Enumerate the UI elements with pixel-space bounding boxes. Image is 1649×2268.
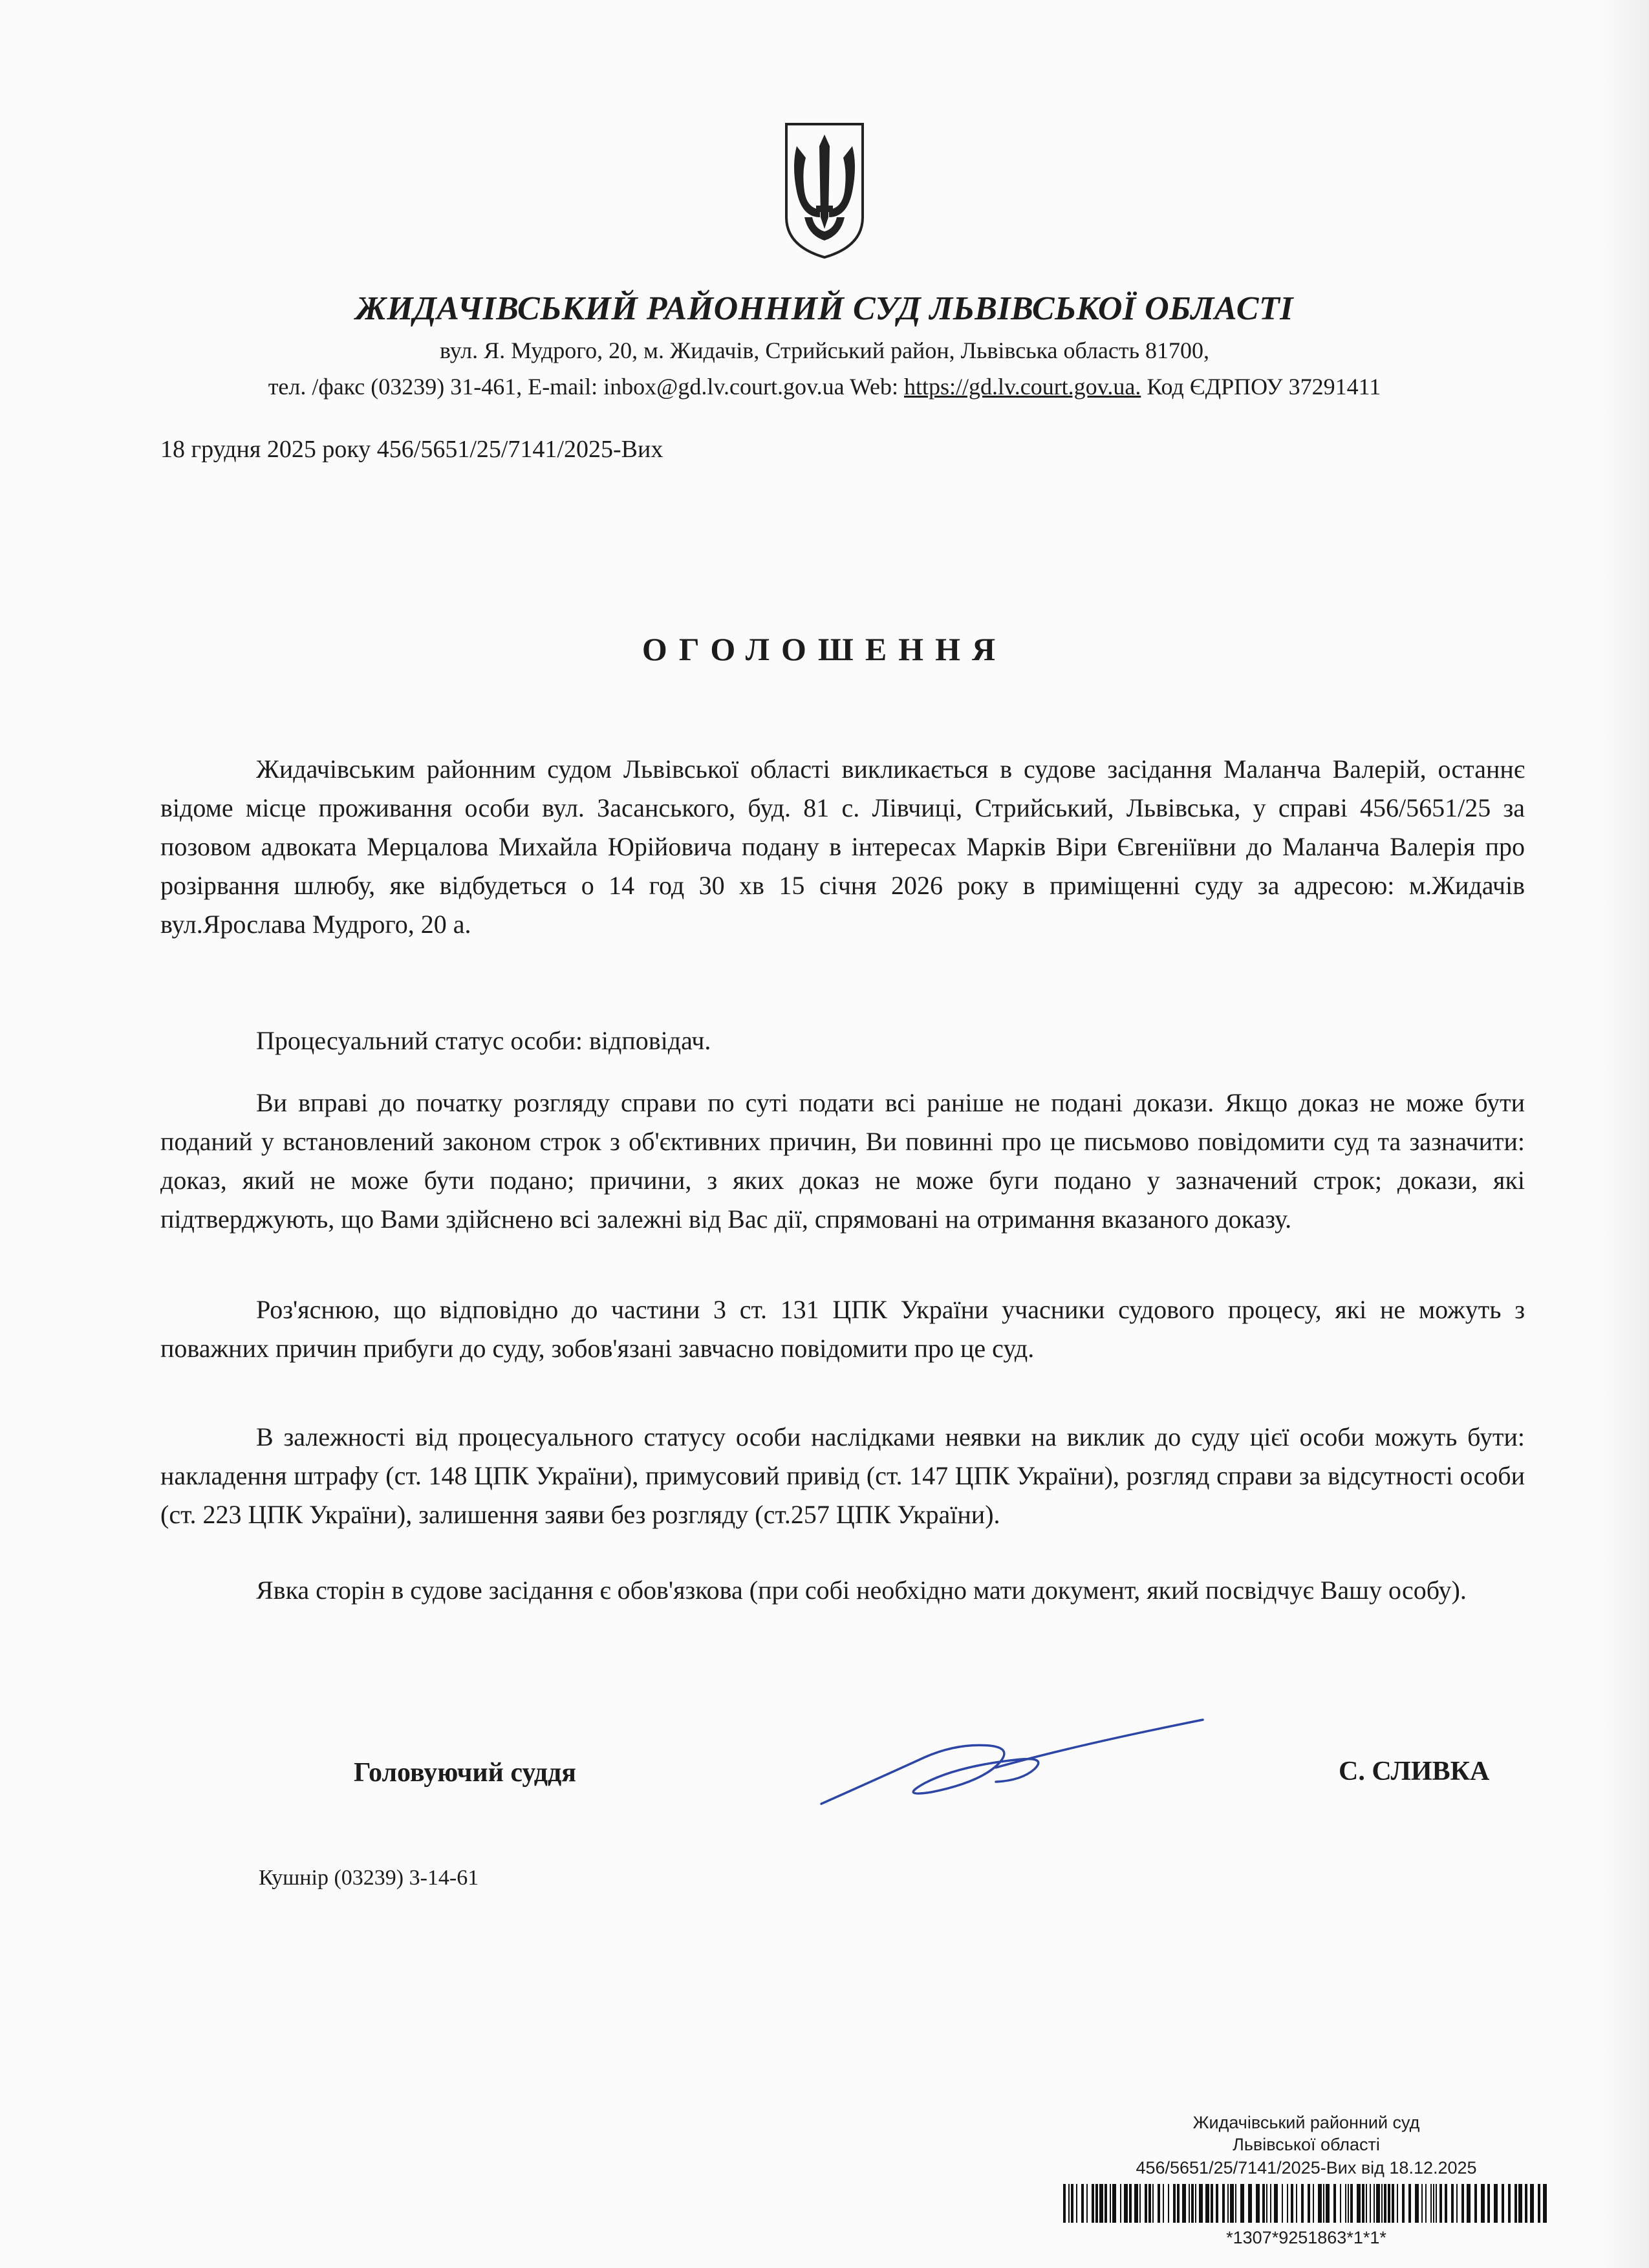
- barcode-bar: [1445, 2184, 1447, 2223]
- barcode-bar: [1274, 2184, 1278, 2223]
- barcode-bar: [1145, 2184, 1147, 2223]
- barcode-bar: [1095, 2184, 1098, 2223]
- barcode-bar: [1139, 2184, 1141, 2223]
- barcode-bar: [1230, 2184, 1234, 2223]
- registration-stamp-number: 456/5651/25/7141/2025-Вих від 18.12.2025: [1136, 2158, 1477, 2177]
- registration-stamp-court: Жидачівський районний суд: [1192, 2113, 1420, 2132]
- court-website-link[interactable]: https://gd.lv.court.gov.ua.: [904, 374, 1141, 400]
- barcode-bar: [1227, 2184, 1229, 2223]
- barcode-bar: [1514, 2184, 1517, 2223]
- barcode-bar: [1518, 2184, 1522, 2223]
- court-contacts: [0, 373, 1649, 400]
- court-title: ЖИДАЧІВСЬКИЙ РАЙОННИЙ СУД ЛЬВІВСЬКОЇ ОБЛАСТІ: [356, 290, 1293, 327]
- barcode-bar: [1370, 2184, 1371, 2223]
- barcode-bar: [1134, 2184, 1138, 2223]
- barcode-bar: [1124, 2184, 1128, 2223]
- barcode-bar: [1433, 2184, 1434, 2223]
- barcode-bar: [1425, 2184, 1427, 2223]
- barcode-bar: [1333, 2184, 1336, 2223]
- barcode-bar: [1388, 2184, 1390, 2223]
- barcode-bar: [1076, 2184, 1077, 2223]
- trident-coat-of-arms-icon: [782, 120, 867, 261]
- procedural-status-paragraph: Процесуальний статус особи: відповідач.: [256, 1026, 711, 1055]
- barcode-bar: [1120, 2184, 1121, 2223]
- contacts-prefix: тел. /факс (03239) 31-461, E-mail: inbox@gd.lv.court.gov.ua Web:: [268, 374, 905, 400]
- barcode-bar: [1270, 2184, 1271, 2223]
- notice-heading: ОГОЛОШЕННЯ: [641, 631, 1008, 667]
- barcode-bar: [1451, 2184, 1454, 2223]
- barcode-bar: [1502, 2184, 1504, 2223]
- barcode-bar: [1173, 2184, 1176, 2223]
- barcode-bar: [1348, 2184, 1349, 2223]
- barcode-bar: [1525, 2184, 1527, 2223]
- barcode-bar: [1256, 2184, 1260, 2223]
- barcode-bar: [1345, 2184, 1346, 2223]
- barcode-bar: [1402, 2184, 1405, 2223]
- barcode-code: *1307*9251863*1*1*: [1226, 2228, 1386, 2247]
- barcode-bar: [1105, 2184, 1107, 2223]
- barcode-bar: [1068, 2184, 1070, 2223]
- barcode-bar: [1350, 2184, 1353, 2223]
- barcode-bar: [1538, 2184, 1540, 2223]
- attendance-paragraph: Явка сторін в судове засідання є обов'язкова (при собі необхідно мати документ, який посвідчує Вашу особу).: [256, 1576, 1467, 1605]
- barcode-bar: [1323, 2184, 1324, 2223]
- explanation-paragraph: Роз'яснюю, що відповідно до частини 3 ст. 131 ЦПК України учасники судового процесу, які не можуть з поважних причин прибуги до суду, зобов'язані завчасно повідомити про це суд.: [160, 1295, 1525, 1363]
- barcode-bar: [1291, 2184, 1293, 2223]
- barcode-bar: [1461, 2184, 1464, 2223]
- barcode-bar: [1296, 2184, 1297, 2223]
- barcode-bar: [1248, 2184, 1252, 2223]
- barcode-bar: [1487, 2184, 1490, 2223]
- barcode-bar: [1081, 2184, 1084, 2223]
- barcode-bar: [1216, 2184, 1218, 2223]
- barcode-bar: [1430, 2184, 1432, 2223]
- barcode-bar: [1366, 2184, 1367, 2223]
- barcode-bar: [1235, 2184, 1236, 2223]
- barcode-bar: [1421, 2184, 1423, 2223]
- court-address: вул. Я. Мудрого, 20, м. Жидачів, Стрийський район, Львівська область 81700,: [439, 337, 1210, 363]
- barcode-bar: [1099, 2184, 1103, 2223]
- barcode-bar: [1543, 2184, 1547, 2223]
- barcode-bar: [1211, 2184, 1213, 2223]
- barcode-bar: [1474, 2184, 1477, 2223]
- judge-signature: [802, 1707, 1216, 1823]
- barcode-bar: [1392, 2184, 1394, 2223]
- barcode-bar: [1530, 2184, 1534, 2223]
- barcode-bar: [1199, 2184, 1203, 2223]
- barcode-bar: [1439, 2184, 1442, 2223]
- presiding-judge-label: Головуючий суддя: [354, 1758, 576, 1788]
- barcode-bar: [1158, 2184, 1160, 2223]
- barcode-bar: [1456, 2184, 1458, 2223]
- document-date-reference: 18 грудня 2025 року 456/5651/25/7141/2025-Вих: [160, 436, 663, 463]
- barcode-bar: [1408, 2184, 1411, 2223]
- barcode-bar: [1240, 2184, 1244, 2223]
- barcode-bar: [1086, 2184, 1088, 2223]
- barcode-bar: [1168, 2184, 1169, 2223]
- barcode-bar: [1494, 2184, 1498, 2223]
- barcode-bar: [1063, 2184, 1066, 2223]
- barcode-bar: [1467, 2184, 1471, 2223]
- barcode-bar: [1357, 2184, 1361, 2223]
- barcode-bar: [1189, 2184, 1190, 2223]
- barcode-bar: [1326, 2184, 1330, 2223]
- barcode-bar: [1110, 2184, 1111, 2223]
- barcode-bar: [1152, 2184, 1154, 2223]
- barcode-bar: [1381, 2184, 1383, 2223]
- barcode-bar: [1301, 2184, 1304, 2223]
- barcode-bar: [1374, 2184, 1375, 2223]
- barcode-bar: [1195, 2184, 1196, 2223]
- barcode-bar: [1129, 2184, 1132, 2223]
- registration-stamp-region: Львівської області: [1233, 2135, 1380, 2154]
- barcode-bar: [1205, 2184, 1209, 2223]
- barcode-bar: [1397, 2184, 1398, 2223]
- barcode-bar: [1508, 2184, 1511, 2223]
- judge-name: С. СЛИВКА: [1339, 1757, 1490, 1786]
- barcode-bar: [1071, 2184, 1073, 2223]
- barcode-bar: [1340, 2184, 1341, 2223]
- registration-barcode: [1061, 2184, 1552, 2223]
- barcode-bar: [1177, 2184, 1180, 2223]
- barcode-bar: [1287, 2184, 1288, 2223]
- summons-paragraph: Жидачівським районним судом Львівської області викликається в судове засідання Маланча Валерій, останнє відоме місце проживання особи вул. Засанського, буд. 81 с. Лівчиці, Стрийський, Львівська, у справі 456/5651/25 за позовом адвоката Мерцалова Михайла Юрійовича подану в інтересах Марків Віри Євгеніївни до Маланча Валерія про розірвання шлюбу, яке відбудеться о 14 год 30 хв 15 січня 2026 року в приміщенні суду за адресою: м.Жидачів вул.Ярослава Мудрого, 20 а.: [160, 754, 1525, 939]
- evidence-paragraph: Ви вправі до початку розгляду справи по суті подати всі раніше не подані докази. Якщо доказ не може бути поданий у встановлений законом строк з об'єктивних причин, Ви повинні про це письмово повідомити суд та зазначити: доказ, який не може бути подано; причини, з яких доказ не може буги подано у зазначений строк; докази, які підтверджують, що Вами здійснено всі залежні від Вас дії, спрямовані на отримання вказаного доказу.: [160, 1088, 1525, 1234]
- barcode-bar: [1191, 2184, 1194, 2223]
- barcode-bar: [1318, 2184, 1322, 2223]
- barcode-bar: [1362, 2184, 1364, 2223]
- barcode-bar: [1092, 2184, 1094, 2223]
- barcode-bar: [1415, 2184, 1419, 2223]
- barcode-bar: [1182, 2184, 1186, 2223]
- barcode-bar: [1266, 2184, 1267, 2223]
- barcode-bar: [1313, 2184, 1314, 2223]
- consequences-paragraph: В залежності від процесуального статусу особи наслідками неявки на виклик до суду цієї особи можуть бути: накладення штрафу (ст. 148 ЦПК України), примусовий привід (ст. 147 ЦПК України), розгляд справи за відсутності особи (ст. 223 ЦПК України), залишення заяви без розгляду (ст.257 ЦПК України).: [160, 1422, 1525, 1529]
- barcode-bar: [1308, 2184, 1310, 2223]
- barcode-bar: [1148, 2184, 1151, 2223]
- barcode-bar: [1112, 2184, 1116, 2223]
- barcode-bar: [1282, 2184, 1283, 2223]
- edrpou-code: Код ЄДРПОУ 37291411: [1141, 374, 1381, 400]
- barcode-bar: [1163, 2184, 1164, 2223]
- barcode-bar: [1436, 2184, 1437, 2223]
- barcode-bar: [1481, 2184, 1485, 2223]
- barcode-bar: [1384, 2184, 1386, 2223]
- executor-contact: Кушнір (03239) 3-14-61: [259, 1866, 479, 1890]
- barcode-bar: [1222, 2184, 1225, 2223]
- barcode-bar: [1262, 2184, 1265, 2223]
- barcode-bar: [1376, 2184, 1380, 2223]
